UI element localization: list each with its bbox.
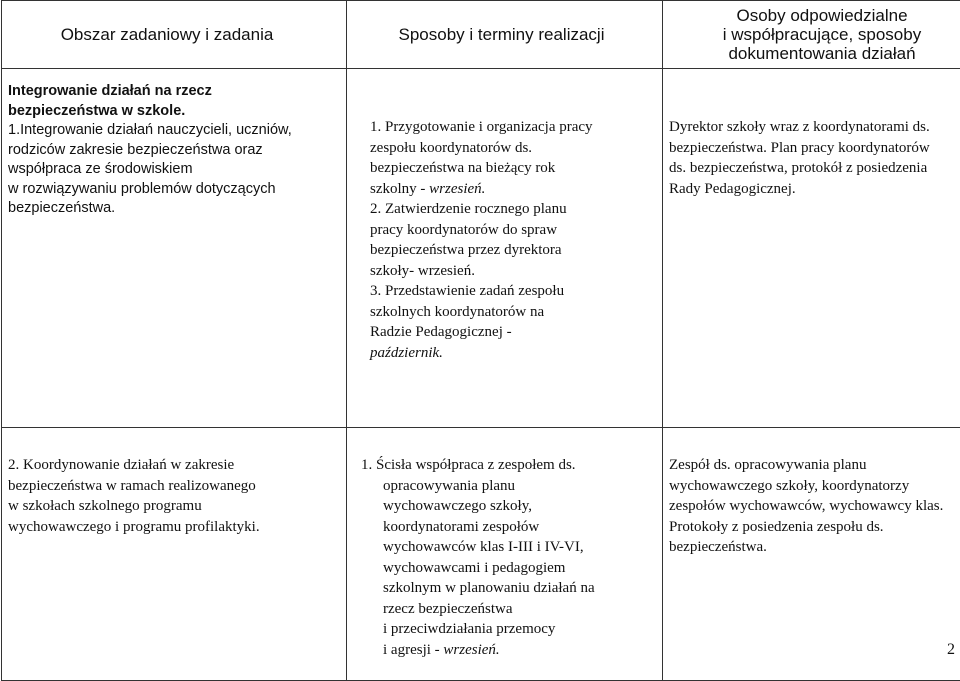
header-line: Obszar zadaniowy i zadania: [2, 25, 332, 45]
responsible-line: Zespół ds. opracowywania planu: [669, 455, 960, 476]
header-cell-methods: [347, 1, 663, 69]
area-text-line: bezpieczeństwa w ramach realizowanego: [8, 476, 342, 497]
methods-line: zespołu koordynatorów ds.: [370, 138, 652, 159]
methods-line: i przeciwdziałania przemocy: [361, 619, 654, 640]
methods-line: bezpieczeństwa na bieżący rok: [370, 158, 652, 179]
row1-methods-cell: [347, 69, 663, 428]
responsible-line: ds. bezpieczeństwa, protokół z posiedzenia: [669, 158, 960, 179]
methods-line: 2. Zatwierdzenie rocznego planu: [370, 199, 652, 220]
methods-line: koordynatorami zespołów: [361, 517, 654, 538]
methods-line: opracowywania planu: [361, 476, 654, 497]
page-number: 2: [947, 641, 955, 659]
methods-line: 1. Przygotowanie i organizacja pracy: [370, 117, 652, 138]
header-line: i współpracujące, sposoby: [663, 25, 960, 44]
methods-line: rzecz bezpieczeństwa: [361, 599, 654, 620]
methods-line: październik.: [370, 343, 652, 364]
methods-line: szkolny - wrzesień.: [370, 179, 652, 200]
area-text-line: 2. Koordynowanie działań w zakresie: [8, 455, 342, 476]
tasks-table: [1, 0, 960, 681]
methods-line: wychowawczego szkoły,: [361, 496, 654, 517]
methods-line: 1. Ścisła współpraca z zespołem ds.: [361, 455, 654, 476]
table-row: [2, 428, 960, 681]
table-row: [2, 69, 960, 428]
header-cell-area: [2, 1, 347, 69]
methods-line: 3. Przedstawienie zadań zespołu: [370, 281, 652, 302]
area-text-line: rodziców zakresie bezpieczeństwa oraz: [8, 141, 342, 161]
header-line: Sposoby i terminy realizacji: [347, 25, 656, 45]
row1-area-cell: [2, 69, 347, 428]
area-text-line: 1.Integrowanie działań nauczycieli, uczniów,: [8, 121, 342, 141]
row2-responsible-cell: [663, 428, 960, 681]
area-text-line: w rozwiązywaniu problemów dotyczących: [8, 180, 342, 200]
methods-line: Radzie Pedagogicznej -: [370, 322, 652, 343]
responsible-line: bezpieczeństwa. Plan pracy koordynatorów: [669, 138, 960, 159]
area-text-line: współpraca ze środowiskiem: [8, 160, 342, 180]
methods-line: bezpieczeństwa przez dyrektora: [370, 240, 652, 261]
row2-methods-cell: [347, 428, 663, 681]
table-header-row: [2, 1, 960, 69]
area-text-line: bezpieczeństwa.: [8, 199, 342, 219]
responsible-line: Dyrektor szkoły wraz z koordynatorami ds.: [669, 117, 960, 138]
methods-line: szkolnym w planowaniu działań na: [361, 578, 654, 599]
area-text-line: wychowawczego i programu profilaktyki.: [8, 517, 342, 538]
row2-area-cell: [2, 428, 347, 681]
methods-line: wychowawców klas I-III i IV-VI,: [361, 537, 654, 558]
responsible-line: zespołów wychowawców, wychowawcy klas.: [669, 496, 960, 517]
area-heading-line: bezpieczeństwa w szkole.: [8, 102, 342, 122]
area-heading-line: Integrowanie działań na rzecz: [8, 82, 342, 102]
methods-line: szkolnych koordynatorów na: [370, 302, 652, 323]
responsible-line: bezpieczeństwa.: [669, 537, 960, 558]
header-line: Osoby odpowiedzialne: [663, 6, 960, 25]
methods-line: pracy koordynatorów do spraw: [370, 220, 652, 241]
area-text-line: w szkołach szkolnego programu: [8, 496, 342, 517]
methods-line: szkoły- wrzesień.: [370, 261, 652, 282]
header-line: dokumentowania działań: [663, 44, 960, 63]
responsible-line: Protokoły z posiedzenia zespołu ds.: [669, 517, 960, 538]
responsible-line: Rady Pedagogicznej.: [669, 179, 960, 200]
responsible-line: wychowawczego szkoły, koordynatorzy: [669, 476, 960, 497]
methods-line: wychowawcami i pedagogiem: [361, 558, 654, 579]
header-cell-responsible: [663, 1, 960, 69]
row1-responsible-cell: [663, 69, 960, 428]
methods-line: i agresji - wrzesień.: [361, 640, 654, 661]
